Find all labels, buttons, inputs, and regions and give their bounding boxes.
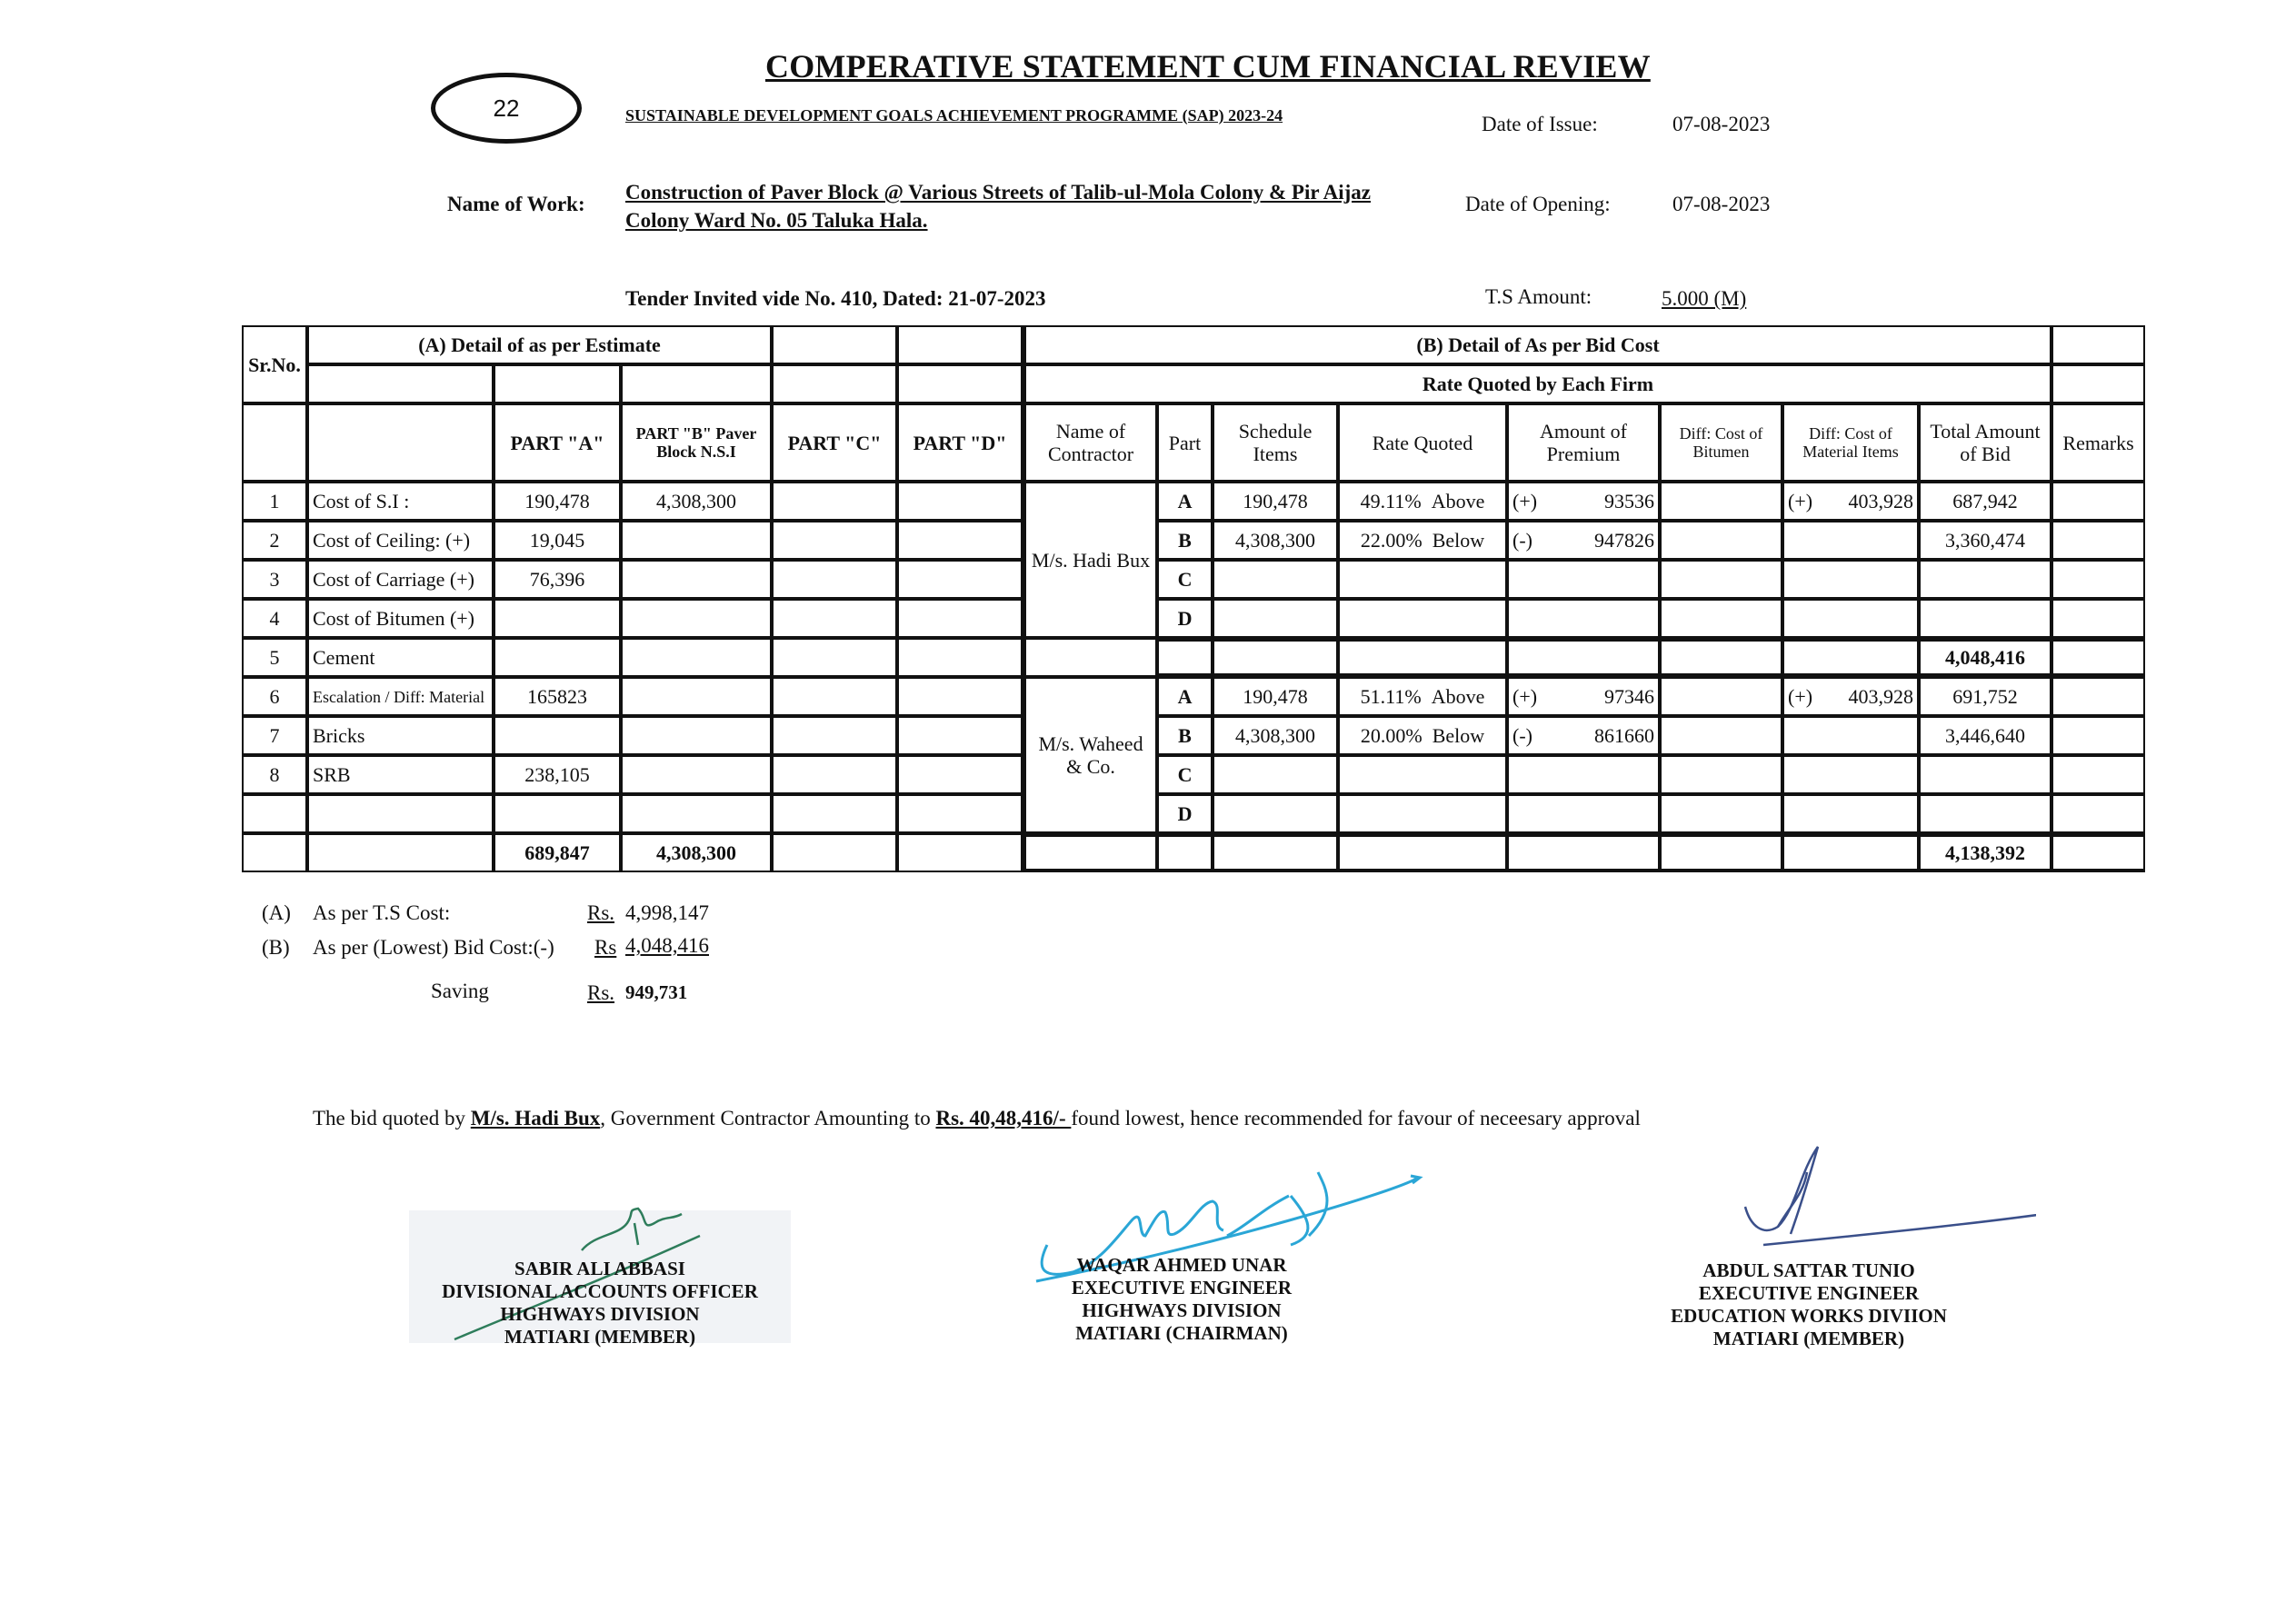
table-row	[242, 521, 2145, 560]
diff-material-cell: (+) 403,928	[1782, 482, 1919, 521]
col-rate: Rate Quoted	[1338, 403, 1507, 482]
col-contractor: Name of Contractor	[1023, 403, 1157, 482]
tender-info: Tender Invited vide No. 410, Dated: 21-07-2023	[625, 287, 1046, 310]
blank-cell	[621, 364, 772, 403]
table-row	[242, 482, 2145, 521]
part-d-cell	[897, 560, 1023, 599]
rate-cell	[1338, 755, 1507, 794]
signatory-dept: HIGHWAYS DIVISION	[500, 1303, 700, 1325]
diff-bitumen-cell	[1660, 794, 1782, 833]
item-cell: Cost of S.I :	[307, 482, 494, 521]
diff-material-cell	[1782, 755, 1919, 794]
part-d-cell	[897, 716, 1023, 755]
blank-cell	[1660, 833, 1782, 872]
date-of-opening-label: Date of Opening:	[1465, 193, 1611, 215]
rate-cell	[1338, 599, 1507, 638]
summary-a-text: As per T.S Cost:	[313, 901, 451, 924]
blank-cell	[1338, 638, 1507, 677]
blank-cell	[494, 364, 621, 403]
part-letter: C	[1157, 755, 1213, 794]
signatory-title: DIVISIONAL ACCOUNTS OFFICER	[442, 1280, 758, 1302]
col-part-c: PART "C"	[772, 403, 897, 482]
part-b-cell	[621, 638, 772, 677]
part-b-cell	[621, 794, 772, 833]
total-cell: 3,446,640	[1919, 716, 2051, 755]
blank-cell	[897, 364, 1023, 403]
sr-cell	[242, 833, 307, 872]
item-cell: Cost of Bitumen (+)	[307, 599, 494, 638]
part-c-cell	[772, 560, 897, 599]
part-d-cell	[897, 482, 1023, 521]
diff-material-cell: (+) 403,928	[1782, 677, 1919, 716]
col-total: Total Amount of Bid	[1919, 403, 2051, 482]
remarks-cell	[2051, 677, 2145, 716]
part-letter: B	[1157, 521, 1213, 560]
programme-name: SUSTAINABLE DEVELOPMENT GOALS ACHIEVEMENT PROGRAMME (SAP) 2023-24	[625, 106, 1283, 124]
part-c-cell	[772, 482, 897, 521]
premium-cell: (-) 861660	[1507, 716, 1660, 755]
summary-a-label: (A)	[262, 901, 291, 924]
signatory-place: MATIARI (CHAIRMAN)	[1075, 1322, 1288, 1344]
item-cell: Cost of Ceiling: (+)	[307, 521, 494, 560]
remarks-cell	[2051, 482, 2145, 521]
section-b-header: (B) Detail of As per Bid Cost	[1023, 325, 2051, 364]
oval-number: 22	[493, 94, 520, 122]
total-cell	[1919, 755, 2051, 794]
blank-cell	[1338, 833, 1507, 872]
rec-prefix: The bid quoted by	[313, 1107, 471, 1129]
sr-cell: 1	[242, 482, 307, 521]
part-b-cell	[621, 521, 772, 560]
date-of-opening-value: 07-08-2023	[1672, 193, 1771, 215]
grand-total-cell: 4,048,416	[1919, 638, 2051, 677]
item-cell: SRB	[307, 755, 494, 794]
part-letter: C	[1157, 560, 1213, 599]
premium-cell	[1507, 560, 1660, 599]
saving-value: 949,731	[625, 981, 688, 1003]
col-part-a: PART "A"	[494, 403, 621, 482]
total-cell	[1919, 560, 2051, 599]
total-cell	[1919, 794, 2051, 833]
contractor-name: M/s. Hadi Bux	[1023, 482, 1157, 638]
signatory-name: SABIR ALI ABBASI	[514, 1258, 685, 1279]
comparative-table	[242, 325, 2145, 872]
signatory-1	[404, 1258, 795, 1348]
blank-cell	[1782, 638, 1919, 677]
remarks-cell	[2051, 599, 2145, 638]
diff-bitumen-cell	[1660, 521, 1782, 560]
signatory-title: EXECUTIVE ENGINEER	[1698, 1282, 1920, 1304]
col-diff-material: Diff: Cost of Material Items	[1782, 403, 1919, 482]
part-d-cell	[897, 677, 1023, 716]
item-cell: Cost of Carriage (+)	[307, 560, 494, 599]
diff-bitumen-cell	[1660, 716, 1782, 755]
premium-cell	[1507, 755, 1660, 794]
summary-b-value: 4,048,416	[625, 934, 709, 957]
part-a-total: 689,847	[494, 833, 621, 872]
blank-cell	[1213, 638, 1338, 677]
summary-b-rs: Rs	[594, 936, 617, 959]
blank-cell	[772, 325, 897, 364]
blank-cell	[307, 364, 494, 403]
diff-material-cell	[1782, 560, 1919, 599]
table-row	[242, 716, 2145, 755]
premium-cell: (-) 947826	[1507, 521, 1660, 560]
remarks-cell	[2051, 521, 2145, 560]
part-d-cell	[897, 521, 1023, 560]
col-part: Part	[1157, 403, 1213, 482]
part-letter: A	[1157, 482, 1213, 521]
part-b-total: 4,308,300	[621, 833, 772, 872]
blank-cell	[1023, 833, 1157, 872]
table-row	[242, 833, 2145, 872]
rate-cell: 22.00% Below	[1338, 521, 1507, 560]
diff-bitumen-cell	[1660, 482, 1782, 521]
blank-cell	[307, 403, 494, 482]
name-of-work: Construction of Paver Block @ Various Streets of Talib-ul-Mola Colony & Pir Aijaz Colony Ward No. 05 Taluka Hala.	[625, 181, 1372, 232]
part-a-cell	[494, 716, 621, 755]
col-part-b: PART "B" Paver Block N.S.I	[621, 403, 772, 482]
remarks-cell	[2051, 638, 2145, 677]
part-b-cell	[621, 677, 772, 716]
schedule-cell	[1213, 794, 1338, 833]
saving-text: Saving	[431, 980, 489, 1002]
part-a-cell: 76,396	[494, 560, 621, 599]
summary-a-rs: Rs.	[587, 901, 615, 924]
item-cell: Cement	[307, 638, 494, 677]
total-cell: 691,752	[1919, 677, 2051, 716]
part-c-cell	[772, 716, 897, 755]
remarks-cell	[2051, 716, 2145, 755]
blank-cell	[242, 403, 307, 482]
part-b-cell	[621, 716, 772, 755]
rec-middle: , Government Contractor Amounting to	[600, 1107, 936, 1129]
diff-material-cell	[1782, 599, 1919, 638]
sr-cell	[242, 794, 307, 833]
table-row	[242, 560, 2145, 599]
part-a-cell: 238,105	[494, 755, 621, 794]
rec-amount: Rs. 40,48,416/-	[935, 1107, 1072, 1129]
diff-material-cell	[1782, 716, 1919, 755]
total-cell: 687,942	[1919, 482, 2051, 521]
signatory-2	[982, 1254, 1382, 1345]
table-row	[242, 794, 2145, 833]
part-c-cell	[772, 677, 897, 716]
blank-cell	[1507, 638, 1660, 677]
signatory-place: MATIARI (MEMBER)	[504, 1326, 696, 1348]
schedule-cell: 190,478	[1213, 677, 1338, 716]
table-row	[242, 638, 2145, 677]
col-remarks: Remarks	[2051, 403, 2145, 482]
blank-cell	[1213, 833, 1338, 872]
rec-firm: M/s. Hadi Bux	[470, 1107, 601, 1129]
part-letter: D	[1157, 599, 1213, 638]
table-row	[242, 755, 2145, 794]
part-letter: B	[1157, 716, 1213, 755]
part-b-cell	[621, 599, 772, 638]
rate-cell	[1338, 560, 1507, 599]
signatory-3	[1618, 1259, 2000, 1350]
grand-total-cell: 4,138,392	[1919, 833, 2051, 872]
part-c-cell	[772, 638, 897, 677]
part-a-cell	[494, 599, 621, 638]
signatory-name: WAQAR AHMED UNAR	[1076, 1254, 1287, 1276]
blank-cell	[897, 325, 1023, 364]
contractor-name: M/s. Waheed & Co.	[1023, 677, 1157, 833]
date-of-issue-label: Date of Issue:	[1482, 113, 1598, 135]
part-a-cell	[494, 638, 621, 677]
remarks-cell	[2051, 833, 2145, 872]
signatory-place: MATIARI (MEMBER)	[1712, 1328, 1905, 1349]
diff-bitumen-cell	[1660, 755, 1782, 794]
diff-material-cell	[1782, 521, 1919, 560]
name-of-work-label: Name of Work:	[447, 193, 585, 215]
section-a-header: (A) Detail of as per Estimate	[307, 325, 772, 364]
col-schedule: Schedule Items	[1213, 403, 1338, 482]
part-c-cell	[772, 755, 897, 794]
part-b-cell	[621, 755, 772, 794]
rate-cell: 51.11% Above	[1338, 677, 1507, 716]
part-c-cell	[772, 794, 897, 833]
part-a-cell	[494, 794, 621, 833]
blank-cell	[2051, 364, 2145, 403]
ts-amount-label: T.S Amount:	[1485, 285, 1592, 308]
page-title: COMPERATIVE STATEMENT CUM FINANCIAL REVIEW	[765, 48, 1651, 85]
table-row	[242, 599, 2145, 638]
part-d-cell	[897, 599, 1023, 638]
summary-a-value: 4,998,147	[625, 901, 709, 924]
blank-cell	[2051, 325, 2145, 364]
sr-cell: 8	[242, 755, 307, 794]
premium-cell: (+) 97346	[1507, 677, 1660, 716]
blank-cell	[1660, 638, 1782, 677]
premium-cell: (+) 93536	[1507, 482, 1660, 521]
part-a-cell: 19,045	[494, 521, 621, 560]
date-of-issue-value: 07-08-2023	[1672, 113, 1771, 135]
total-cell	[1919, 599, 2051, 638]
part-b-cell	[621, 560, 772, 599]
schedule-cell	[1213, 599, 1338, 638]
sr-cell: 2	[242, 521, 307, 560]
blank-cell	[1157, 833, 1213, 872]
part-d-cell	[897, 833, 1023, 872]
srno-header: Sr.No.	[242, 325, 307, 403]
part-letter: D	[1157, 794, 1213, 833]
signature-right	[1745, 1147, 2036, 1245]
total-cell: 3,360,474	[1919, 521, 2051, 560]
part-d-cell	[897, 794, 1023, 833]
sr-cell: 6	[242, 677, 307, 716]
sr-cell: 4	[242, 599, 307, 638]
col-premium: Amount of Premium	[1507, 403, 1660, 482]
item-cell	[307, 794, 494, 833]
rate-quoted-header: Rate Quoted by Each Firm	[1023, 364, 2051, 403]
premium-cell	[1507, 794, 1660, 833]
remarks-cell	[2051, 560, 2145, 599]
schedule-cell	[1213, 755, 1338, 794]
ts-amount-value: 5.000 (M)	[1662, 287, 1747, 310]
rate-cell	[1338, 794, 1507, 833]
blank-cell	[1023, 638, 1157, 677]
sr-cell: 3	[242, 560, 307, 599]
part-a-cell: 165823	[494, 677, 621, 716]
schedule-cell: 4,308,300	[1213, 521, 1338, 560]
remarks-cell	[2051, 755, 2145, 794]
recommendation-text	[313, 1107, 1641, 1130]
item-cell: Escalation / Diff: Material	[307, 677, 494, 716]
signatory-name: ABDUL SATTAR TUNIO	[1702, 1259, 1915, 1281]
sr-cell: 5	[242, 638, 307, 677]
summary-b-label: (B)	[262, 936, 290, 959]
diff-bitumen-cell	[1660, 599, 1782, 638]
schedule-cell: 4,308,300	[1213, 716, 1338, 755]
part-c-cell	[772, 521, 897, 560]
part-c-cell	[772, 599, 897, 638]
part-a-cell: 190,478	[494, 482, 621, 521]
schedule-cell: 190,478	[1213, 482, 1338, 521]
diff-bitumen-cell	[1660, 560, 1782, 599]
part-d-cell	[897, 755, 1023, 794]
blank-cell	[1782, 833, 1919, 872]
col-part-d: PART "D"	[897, 403, 1023, 482]
item-cell	[307, 833, 494, 872]
part-b-cell: 4,308,300	[621, 482, 772, 521]
signatory-dept: EDUCATION WORKS DIVIION	[1671, 1305, 1947, 1327]
page-number-oval	[431, 73, 582, 144]
blank-cell	[772, 364, 897, 403]
col-diff-bitumen: Diff: Cost of Bitumen	[1660, 403, 1782, 482]
part-c-cell	[772, 833, 897, 872]
rate-cell: 49.11% Above	[1338, 482, 1507, 521]
blank-cell	[1157, 638, 1213, 677]
part-letter: A	[1157, 677, 1213, 716]
remarks-cell	[2051, 794, 2145, 833]
schedule-cell	[1213, 560, 1338, 599]
part-d-cell	[897, 638, 1023, 677]
sr-cell: 7	[242, 716, 307, 755]
diff-material-cell	[1782, 794, 1919, 833]
rate-cell: 20.00% Below	[1338, 716, 1507, 755]
signatory-dept: HIGHWAYS DIVISION	[1082, 1299, 1282, 1321]
premium-cell	[1507, 599, 1660, 638]
saving-rs: Rs.	[587, 981, 615, 1004]
summary-b-text: As per (Lowest) Bid Cost:(-)	[313, 936, 554, 959]
rec-suffix: found lowest, hence recommended for favour of neceesary approval	[1071, 1107, 1641, 1129]
blank-cell	[1507, 833, 1660, 872]
item-cell: Bricks	[307, 716, 494, 755]
table-row	[242, 677, 2145, 716]
signatory-title: EXECUTIVE ENGINEER	[1071, 1277, 1293, 1299]
diff-bitumen-cell	[1660, 677, 1782, 716]
